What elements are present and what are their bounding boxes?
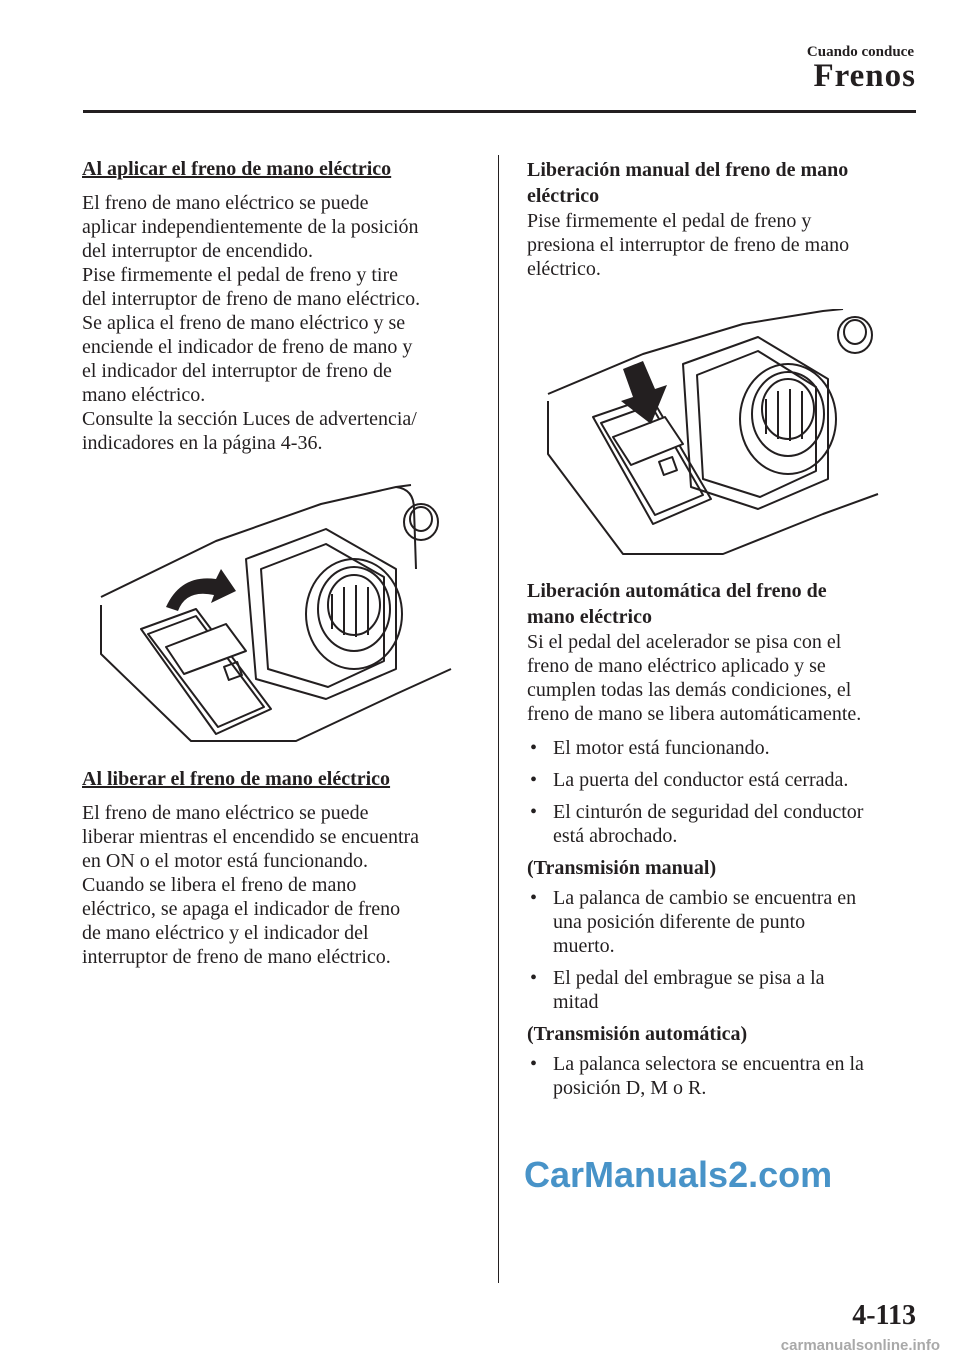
list-item [527,1052,917,1100]
list-item-text: El motor está funcionando. [553,737,770,759]
conditions-list [527,736,917,848]
header-divider [83,110,916,113]
bullet-icon: • [530,887,538,909]
heading-automatic-release: Liberación automática del freno de mano eléctrico [527,580,827,628]
left-column [82,157,476,969]
heading-apply-brake: Al aplicar el freno de mano eléctrico [82,158,392,180]
watermark-logo: CarManuals2.com [524,1154,833,1195]
list-item [527,886,917,958]
list-item-text: El cinturón de seguridad del conductor está abrochado. [553,801,864,847]
column-divider [498,155,499,1283]
bullet-icon: • [530,737,538,759]
list-item-text: La palanca selectora se encuentra en la posición D, M o R. [553,1053,864,1099]
list-item [527,966,917,1014]
subheading-automatic-transmission: (Transmisión automática) [527,1023,748,1045]
bullet-icon: • [530,769,538,791]
list-item-text: La palanca de cambio se encuentra en una posición diferente de punto muerto. [553,887,857,957]
list-item-text: El pedal del embrague se pisa a la mitad [553,967,825,1013]
manual-transmission-list [527,886,917,1014]
watermark-site: carmanualsonline.info [780,1337,940,1354]
automatic-transmission-list [527,1052,917,1100]
parking-brake-pull-illustration [96,479,456,749]
list-item [527,800,917,848]
subheading-manual-transmission: (Transmisión manual) [527,857,717,879]
bullet-icon: • [530,967,538,989]
parking-brake-press-illustration [543,309,883,564]
page-number: 4-113 [852,1300,916,1331]
page-title: Frenos [813,58,916,94]
paragraph-release-brake: El freno de mano eléctrico se puede liberar mientras el encendido se encuentra en ON o el motor está funcionando. Cuando se libera el freno de mano eléctrico, se apaga el indicador de freno de mano eléctrico y el indicador del interruptor de freno de mano eléctrico. [82,802,420,968]
heading-release-brake: Al liberar el freno de mano eléctrico [82,768,391,790]
bullet-icon: • [530,801,538,823]
list-item [527,768,917,792]
paragraph-automatic-release: Si el pedal del acelerador se pisa con el freno de mano eléctrico aplicado y se cumplen todas las demás condiciones, el freno de mano se libera automáticamente. [527,631,862,725]
list-item-text: La puerta del conductor está cerrada. [553,769,849,791]
list-item [527,736,917,760]
header-section-label: Cuando conduce [806,44,914,60]
heading-manual-release: Liberación manual del freno de mano eléctrico [527,159,849,207]
paragraph-manual-release: Pise firmemente el pedal de freno y presiona el interruptor de freno de mano eléctrico. [527,210,850,280]
bullet-icon: • [530,1053,538,1075]
right-column [527,157,917,1108]
paragraph-apply-brake: El freno de mano eléctrico se puede aplicar independientemente de la posición del interruptor de encendido. Pise firmemente el pedal de freno y tire del interruptor de freno de mano eléctrico. Se aplica el freno de mano eléctrico y se enciende el indicador de freno de mano y el indicador del interruptor de freno de mano eléctrico. Consulte la sección Luces de advertencia/ indicadores en la página 4-36. [82,192,421,454]
